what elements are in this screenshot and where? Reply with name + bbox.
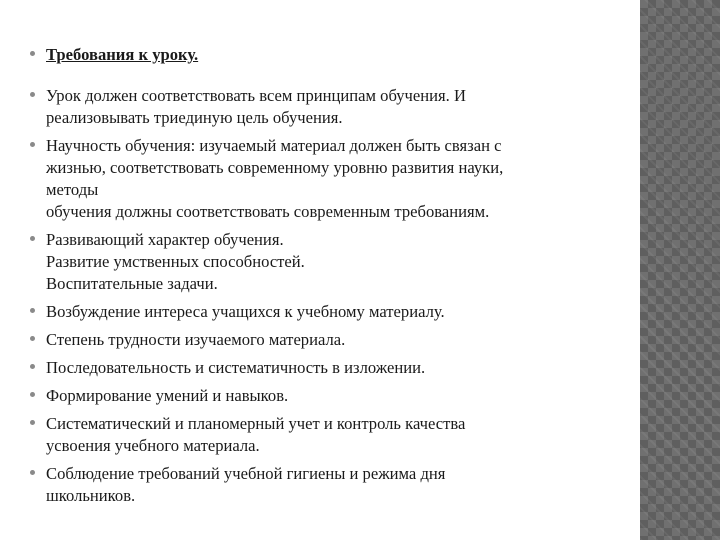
- bullet-text-line: Урок должен соответствовать всем принципам обучения. И: [46, 86, 466, 105]
- bullet-text-line: Развивающий характер обучения.: [46, 230, 284, 249]
- bullet-icon: [30, 142, 35, 147]
- bullet-item: [30, 301, 630, 323]
- bullet-icon: [30, 308, 35, 313]
- bullet-item: [30, 135, 630, 223]
- bullet-text-line: Воспитательные задачи.: [46, 274, 218, 293]
- bullet-list: [30, 44, 630, 513]
- bullet-icon: [30, 92, 35, 97]
- bullet-item: [30, 463, 630, 507]
- bullet-item: [30, 385, 630, 407]
- bullet-text-line: реализовывать триединую цель обучения.: [46, 108, 343, 127]
- bullet-text-line: школьников.: [46, 486, 136, 505]
- bullet-icon: [30, 364, 35, 369]
- bullet-text-line: Степень трудности изучаемого материала.: [46, 330, 346, 349]
- bullet-text-line: Последовательность и систематичность в изложении.: [46, 358, 426, 377]
- bullet-icon: [30, 392, 35, 397]
- bullet-item: [30, 357, 630, 379]
- bullet-icon: [30, 470, 35, 475]
- bullet-item: [30, 413, 630, 457]
- bullet-item-title: [30, 44, 630, 66]
- bullet-item: [30, 329, 630, 351]
- bullet-text-line: Формирование умений и навыков.: [46, 386, 289, 405]
- decorative-pattern-strip: [640, 0, 720, 540]
- bullet-icon: [30, 336, 35, 341]
- bullet-icon: [30, 51, 35, 56]
- bullet-text-line: обучения должны соответствовать современным требованиям.: [46, 202, 490, 221]
- bullet-text-line: жизнью, соответствовать современному уровню развития науки,: [46, 158, 504, 177]
- title-text: Требования к уроку.: [46, 45, 199, 64]
- bullet-text-line: Возбуждение интереса учащихся к учебному материалу.: [46, 302, 445, 321]
- bullet-item: [30, 229, 630, 295]
- bullet-text-line: методы: [46, 180, 99, 199]
- bullet-text-line: Соблюдение требований учебной гигиены и режима дня: [46, 464, 446, 483]
- bullet-text-line: Развитие умственных способностей.: [46, 252, 305, 271]
- bullet-text-line: Систематический и планомерный учет и контроль качества: [46, 414, 466, 433]
- bullet-text-line: усвоения учебного материала.: [46, 436, 260, 455]
- bullet-icon: [30, 236, 35, 241]
- bullet-item: [30, 85, 630, 129]
- bullet-icon: [30, 420, 35, 425]
- bullet-text-line: Научность обучения: изучаемый материал должен быть связан с: [46, 136, 502, 155]
